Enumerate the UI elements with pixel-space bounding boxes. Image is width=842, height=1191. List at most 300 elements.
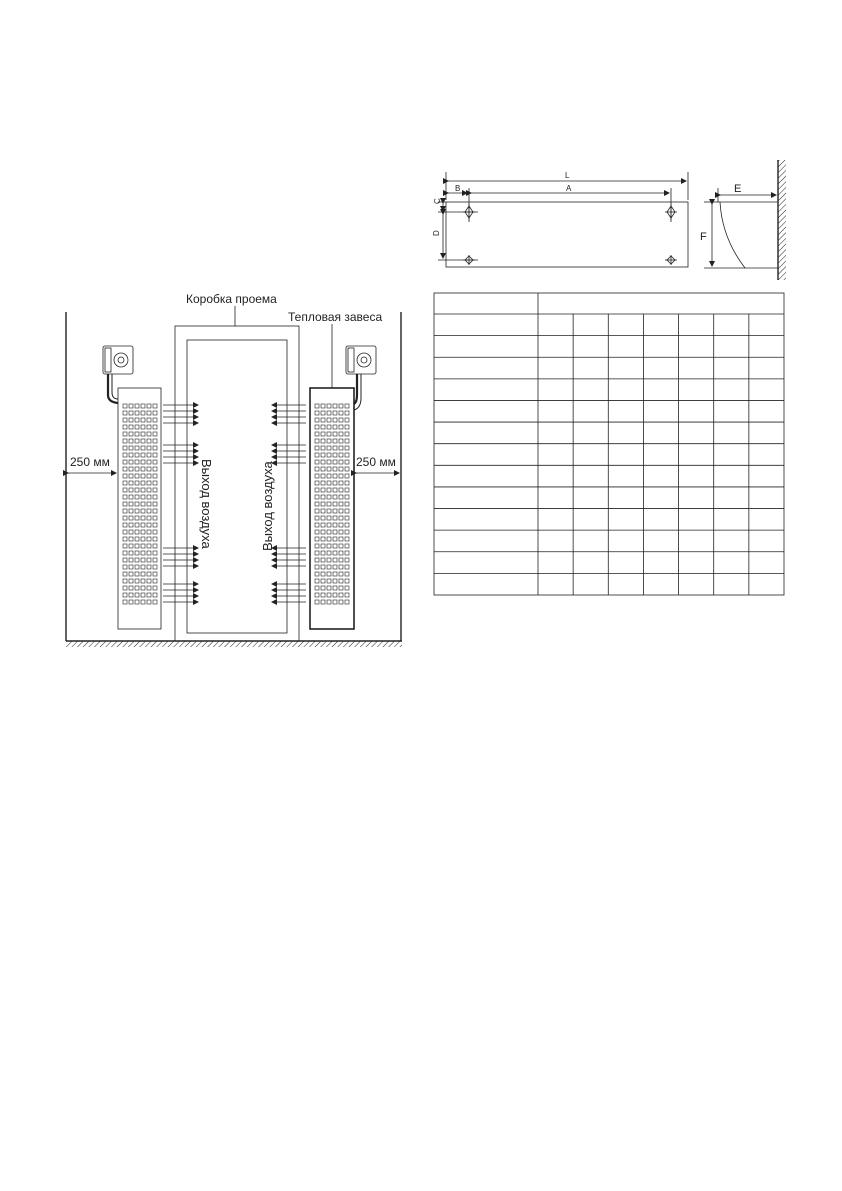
grill-hole [153,404,157,408]
grill-hole [345,593,349,597]
grill-hole [333,404,337,408]
grill-hole [129,593,133,597]
spec-table [434,293,784,595]
grill-hole [147,593,151,597]
dimension-labels [432,171,741,243]
curtain-label: Тепловая завеса [288,310,383,324]
grill-hole [327,488,331,492]
grill-hole [123,488,127,492]
grill-hole [345,404,349,408]
grill-hole [339,467,343,471]
grill-hole [333,558,337,562]
grill-hole [141,558,145,562]
grill-hole [315,467,319,471]
grill-hole [135,495,139,499]
grill-hole [315,488,319,492]
grill-hole [321,474,325,478]
grill-hole [315,530,319,534]
grill-hole [327,516,331,520]
grill-hole [129,446,133,450]
grill-hole [327,446,331,450]
grill-hole [135,593,139,597]
grill-hole [345,481,349,485]
grill-hole [333,411,337,415]
grill-hole [147,579,151,583]
grill-hole [129,404,133,408]
grill-hole [345,439,349,443]
grill-hole [333,481,337,485]
grill-hole [321,418,325,422]
grill-hole [345,502,349,506]
grill-hole [315,418,319,422]
grill-hole [321,488,325,492]
grill-hole [129,460,133,464]
grill-hole [327,404,331,408]
grill-hole [135,502,139,506]
grill-hole [333,600,337,604]
grill-hole [123,600,127,604]
grill-hole [123,523,127,527]
grill-hole [147,551,151,555]
grill-hole [345,467,349,471]
grill-hole [333,453,337,457]
grill-hole [141,579,145,583]
grill-hole [123,537,127,541]
grill-hole [321,481,325,485]
grill-hole [153,488,157,492]
grill-hole [327,530,331,534]
grill-hole [153,453,157,457]
curtain-side-profile [720,202,778,268]
grill-hole [315,572,319,576]
grill-hole [141,404,145,408]
grill-hole [147,488,151,492]
grill-hole [339,551,343,555]
grill-hole [153,481,157,485]
dim-label-c: C [433,198,442,204]
grill-hole [153,551,157,555]
grill-hole [147,530,151,534]
grill-hole [141,453,145,457]
grill-hole [135,425,139,429]
grill-hole [345,495,349,499]
grill-hole [123,544,127,548]
grill-hole [141,572,145,576]
grill-hole [333,509,337,513]
grill-hole [339,404,343,408]
grill-hole [315,600,319,604]
grill-hole [129,579,133,583]
grill-hole [333,467,337,471]
grill-hole [141,495,145,499]
grill-hole [315,432,319,436]
grill-hole [147,446,151,450]
left-clearance-label: 250 мм [70,455,110,469]
grill-hole [135,572,139,576]
grill-hole [345,474,349,478]
grill-hole [147,404,151,408]
grill-hole [327,579,331,583]
grill-hole [147,453,151,457]
curtain-front-outline [446,202,688,267]
frame-label: Коробка проема [186,292,277,306]
grill-hole [333,488,337,492]
grill-hole [147,481,151,485]
grill-hole [147,516,151,520]
grill-hole [129,537,133,541]
grill-hole [321,439,325,443]
grill-hole [153,467,157,471]
grill-hole [327,572,331,576]
grill-hole [135,481,139,485]
grill-hole [327,418,331,422]
grill-hole [339,572,343,576]
grill-hole [147,537,151,541]
grill-hole [345,509,349,513]
grill-hole [315,586,319,590]
grill-hole [153,509,157,513]
grill-hole [135,446,139,450]
grill-hole [333,495,337,499]
grill-hole [129,432,133,436]
grill-hole [315,495,319,499]
grill-hole [153,544,157,548]
grill-hole [123,530,127,534]
grill-hole [141,593,145,597]
grill-hole [153,418,157,422]
grill-hole [339,600,343,604]
grill-hole [345,523,349,527]
grill-hole [153,523,157,527]
grill-hole [315,453,319,457]
grill-hole [345,432,349,436]
grill-hole [339,579,343,583]
grill-hole [315,558,319,562]
grill-hole [345,558,349,562]
grill-hole [129,600,133,604]
mounting-hole [463,204,475,220]
grill-hole [327,537,331,541]
grill-hole [135,544,139,548]
grill-hole [147,411,151,415]
grill-hole [141,418,145,422]
grill-hole [315,565,319,569]
grill-hole [339,411,343,415]
grill-hole [135,467,139,471]
grill-hole [153,411,157,415]
grill-hole [321,502,325,506]
grill-hole [147,495,151,499]
grill-hole [315,509,319,513]
grill-hole [129,516,133,520]
grill-hole [345,600,349,604]
grill-hole [321,411,325,415]
grill-hole [315,579,319,583]
grill-hole [333,572,337,576]
grill-hole [129,495,133,499]
grill-hole [129,551,133,555]
grill-hole [147,523,151,527]
grill-hole [141,460,145,464]
grill-hole [321,446,325,450]
grill-hole [333,530,337,534]
grill-hole [339,425,343,429]
grill-hole [147,460,151,464]
grill-hole [345,579,349,583]
grill-hole [321,593,325,597]
grill-hole [135,488,139,492]
grill-hole [315,544,319,548]
grill-hole [123,593,127,597]
grill-hole [345,453,349,457]
grill-hole [123,565,127,569]
grill-hole [129,453,133,457]
grill-hole [345,586,349,590]
right-airflow-arrows [272,405,306,602]
grill-hole [345,572,349,576]
dim-label-l: L [565,171,570,180]
grill-hole [123,418,127,422]
grill-hole [147,432,151,436]
grill-hole [141,502,145,506]
grill-hole [327,586,331,590]
dim-label-d: D [432,230,441,236]
grill-hole [345,411,349,415]
grill-hole [339,593,343,597]
grill-hole [327,544,331,548]
grill-hole [153,425,157,429]
grill-hole [321,460,325,464]
grill-hole [129,488,133,492]
grill-hole [321,544,325,548]
grill-hole [141,509,145,513]
grill-hole [321,586,325,590]
grill-hole [135,565,139,569]
grill-hole [141,446,145,450]
grill-hole [333,579,337,583]
grill-hole [321,551,325,555]
grill-hole [129,572,133,576]
grill-hole [321,404,325,408]
grill-hole [129,474,133,478]
grill-hole [327,593,331,597]
grill-hole [333,502,337,506]
dim-label-f: F [700,231,707,243]
grill-hole [147,502,151,506]
grill-hole [141,523,145,527]
grill-hole [315,523,319,527]
grill-hole [129,509,133,513]
grill-hole [345,530,349,534]
grill-hole [333,432,337,436]
side-view [704,160,786,280]
grill-hole [135,404,139,408]
grill-hole [339,558,343,562]
grill-hole [153,446,157,450]
grill-hole [321,467,325,471]
grill-hole [129,523,133,527]
grill-hole [123,425,127,429]
grill-hole [153,432,157,436]
grill-hole [153,495,157,499]
grill-hole [141,544,145,548]
grill-hole [141,425,145,429]
grill-hole [333,439,337,443]
grill-hole [135,579,139,583]
grill-hole [141,600,145,604]
grill-hole [129,481,133,485]
grill-hole [339,481,343,485]
grill-hole [339,502,343,506]
grill-hole [129,418,133,422]
grill-hole [327,558,331,562]
grill-hole [135,432,139,436]
grill-hole [321,579,325,583]
grill-hole [345,551,349,555]
grill-hole [339,516,343,520]
grill-hole [333,418,337,422]
grill-hole [333,565,337,569]
grill-hole [321,530,325,534]
grill-hole [327,453,331,457]
grill-hole [333,516,337,520]
grill-hole [315,551,319,555]
grill-hole [129,558,133,562]
grill-hole [339,418,343,422]
grill-hole [147,425,151,429]
grill-hole [327,523,331,527]
grill-hole [123,509,127,513]
grill-hole [147,600,151,604]
grill-hole [327,502,331,506]
grill-hole [345,565,349,569]
grill-hole [147,509,151,513]
grill-hole [345,425,349,429]
left-outlet-label: Выход воздуха [199,459,214,549]
grill-hole [135,509,139,513]
grill-hole [129,467,133,471]
grill-hole [339,586,343,590]
grill-hole [327,460,331,464]
grill-hole [123,439,127,443]
right-outlet-label: Выход воздуха [260,461,275,551]
grill-hole [345,488,349,492]
grill-hole [321,537,325,541]
grill-hole [135,418,139,422]
grill-hole [123,481,127,485]
grill-hole [147,586,151,590]
grill-hole [141,537,145,541]
grill-hole [147,565,151,569]
grill-hole [129,439,133,443]
grill-hole [327,474,331,478]
grill-hole [315,481,319,485]
grill-hole [123,404,127,408]
dim-label-a: A [566,184,572,193]
grill-hole [147,558,151,562]
grill-hole [321,558,325,562]
dim-label-e: E [734,183,742,195]
grill-hole [147,474,151,478]
grill-hole [339,544,343,548]
grill-hole [333,551,337,555]
grill-hole [327,600,331,604]
grill-hole [141,551,145,555]
grill-hole [315,593,319,597]
door-frame-outer [175,326,299,641]
grill-hole [135,453,139,457]
grill-hole [327,432,331,436]
grill-hole [135,460,139,464]
grill-hole [315,404,319,408]
grill-hole [141,488,145,492]
dim-label-b: B [455,184,461,193]
grill-hole [315,537,319,541]
grill-hole [129,586,133,590]
grill-hole [315,439,319,443]
grill-hole [153,600,157,604]
left-airflow-arrows [163,405,198,602]
grill-hole [129,502,133,506]
grill-hole [339,439,343,443]
grill-hole [339,446,343,450]
grill-hole [339,509,343,513]
wall-hatch [778,160,786,280]
grill-hole [333,523,337,527]
grill-hole [153,516,157,520]
grill-hole [135,516,139,520]
grill-hole [339,565,343,569]
mounting-hole [665,255,677,265]
grill-hole [327,467,331,471]
grill-hole [153,579,157,583]
right-controller [346,346,376,410]
grill-hole [333,460,337,464]
grill-hole [135,551,139,555]
grill-hole [321,509,325,513]
grill-hole [333,537,337,541]
grill-hole [135,558,139,562]
grill-hole [321,453,325,457]
grill-hole [345,537,349,541]
grill-hole [339,537,343,541]
grill-hole [129,544,133,548]
grill-hole [153,439,157,443]
grill-hole [327,481,331,485]
grill-hole [123,446,127,450]
grill-hole [345,418,349,422]
grill-hole [315,516,319,520]
grill-hole [321,495,325,499]
grill-hole [135,474,139,478]
grill-hole [339,523,343,527]
grill-hole [135,411,139,415]
grill-hole [147,467,151,471]
grill-hole [333,544,337,548]
grill-hole [333,425,337,429]
grill-hole [123,586,127,590]
grill-hole [327,425,331,429]
grill-hole [333,586,337,590]
grill-hole [141,516,145,520]
grill-hole [129,411,133,415]
grill-hole [123,460,127,464]
grill-hole [333,593,337,597]
grill-hole [321,600,325,604]
grill-hole [141,439,145,443]
grill-hole [147,572,151,576]
grill-hole [141,474,145,478]
